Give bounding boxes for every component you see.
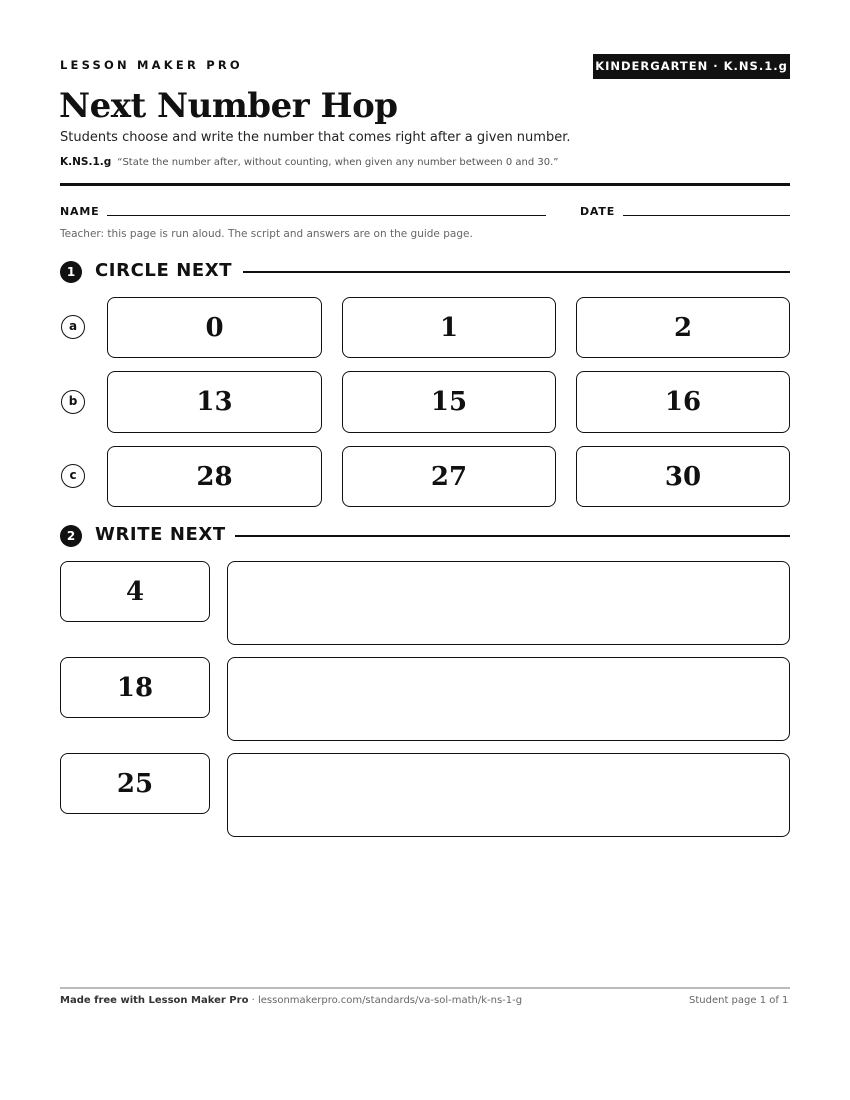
teacher-note: Teacher: this page is run aloud. The script and answers are on the guide page. — [60, 228, 473, 240]
standard-text: “State the number after, without counting, when given any number between 0 and 30.” — [117, 157, 559, 168]
page-title: Next Number Hop — [59, 86, 398, 126]
choice-box-b-3[interactable]: 16 — [576, 371, 790, 433]
choice-box-a-1[interactable]: 0 — [107, 297, 322, 358]
choice-box-c-2[interactable]: 27 — [342, 446, 556, 507]
name-field[interactable] — [107, 215, 546, 216]
row-letter-a: a — [61, 315, 85, 339]
footer-url[interactable]: · lessonmakerpro.com/standards/va-sol-math/k-ns-1-g — [248, 995, 523, 1006]
choice-box-c-3[interactable]: 30 — [576, 446, 790, 507]
standard-line — [60, 156, 558, 168]
choice-box-a-2[interactable]: 1 — [342, 297, 556, 358]
section-1-title: CIRCLE NEXT — [95, 260, 233, 281]
standard-code: K.NS.1.g — [60, 156, 112, 168]
section-1-number: 1 — [60, 261, 82, 283]
answer-write-box-1[interactable] — [227, 561, 790, 645]
prompt-number-box-2: 18 — [60, 657, 210, 718]
prompt-number-box-3: 25 — [60, 753, 210, 814]
date-field[interactable] — [623, 215, 790, 216]
answer-write-box-3[interactable] — [227, 753, 790, 837]
date-label: DATE — [580, 205, 616, 218]
header-divider — [60, 183, 790, 186]
section-2-title: WRITE NEXT — [95, 524, 226, 545]
grade-badge: KINDERGARTEN · K.NS.1.g — [593, 54, 790, 79]
choice-box-b-1[interactable]: 13 — [107, 371, 322, 433]
choice-box-b-2[interactable]: 15 — [342, 371, 556, 433]
footer-page-label: Student page 1 of 1 — [689, 995, 789, 1006]
footer-divider — [60, 987, 790, 989]
section-2-number: 2 — [60, 525, 82, 547]
prompt-number-box-1: 4 — [60, 561, 210, 622]
page-subtitle: Students choose and write the number that comes right after a given number. — [60, 130, 571, 145]
section-1-rule — [243, 271, 790, 273]
answer-write-box-2[interactable] — [227, 657, 790, 741]
section-2-rule — [235, 535, 790, 537]
row-letter-b: b — [61, 390, 85, 414]
footer-credit — [60, 995, 522, 1006]
brand-name: LESSON MAKER PRO — [60, 58, 243, 72]
choice-box-c-1[interactable]: 28 — [107, 446, 322, 507]
choice-box-a-3[interactable]: 2 — [576, 297, 790, 358]
footer-made-with: Made free with Lesson Maker Pro — [60, 995, 249, 1006]
row-letter-c: c — [61, 464, 85, 488]
name-label: NAME — [60, 205, 100, 218]
